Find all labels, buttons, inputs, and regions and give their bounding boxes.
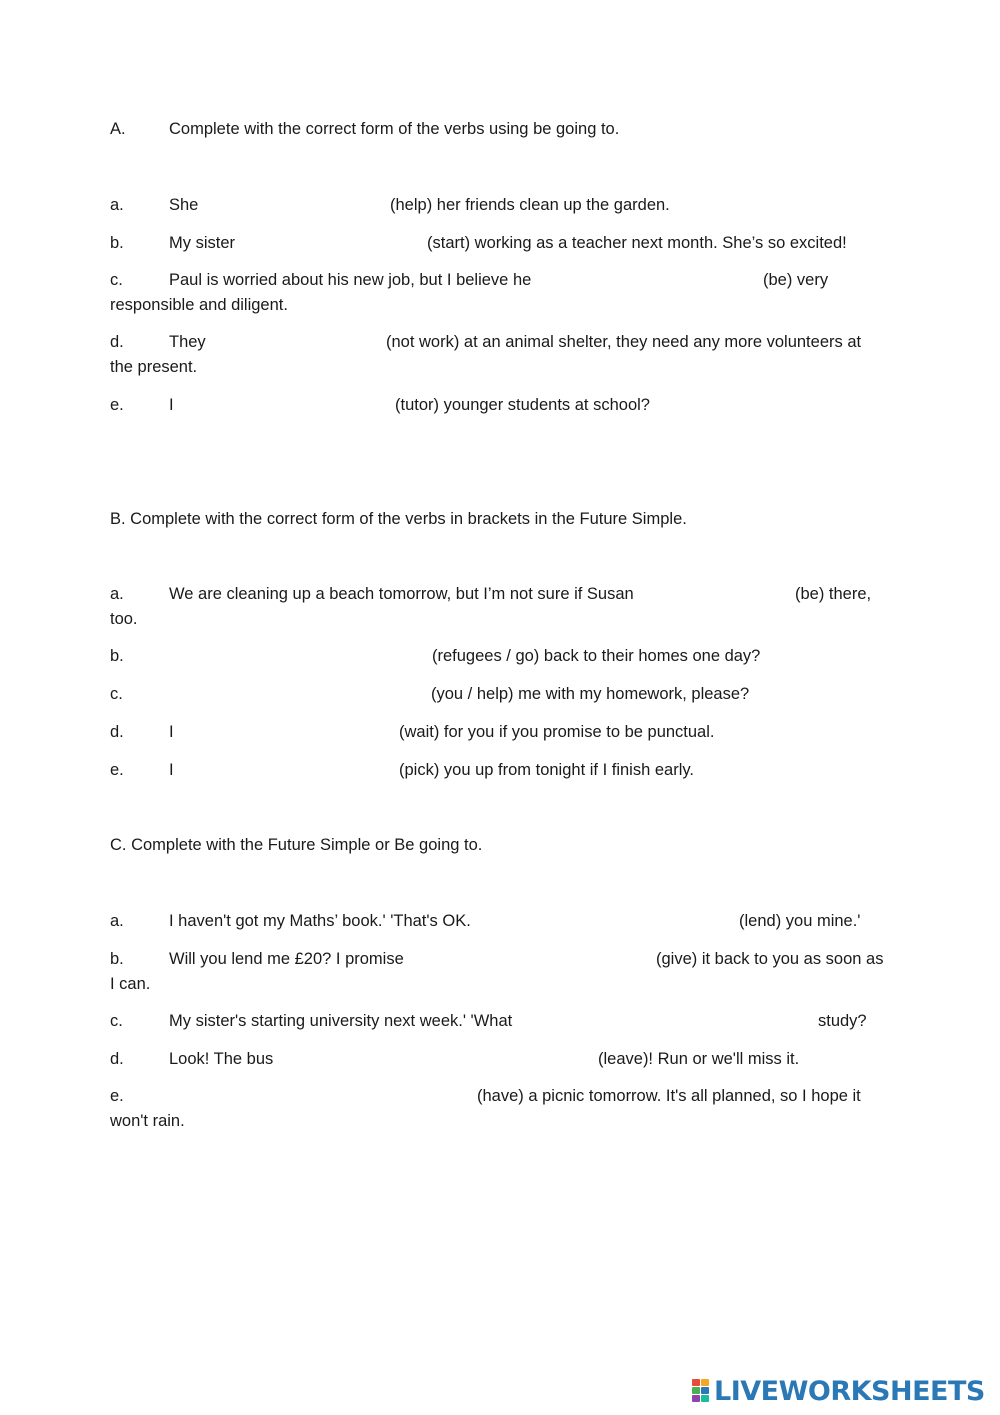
question-text: (help) her friends clean up the garden. [390, 196, 670, 214]
question-label: b. [110, 647, 124, 665]
answer-blank[interactable] [290, 1050, 590, 1070]
question-label: e. [110, 761, 124, 779]
question-label: c. [110, 685, 123, 703]
question-text-continued: responsible and diligent. [110, 296, 288, 314]
question-label: b. [110, 234, 124, 252]
answer-blank[interactable] [210, 196, 380, 216]
question-text: Will you lend me £20? I promise [169, 950, 404, 968]
answer-blank[interactable] [215, 333, 380, 353]
question-text: (wait) for you if you promise to be punctual. [399, 723, 715, 741]
question-text: I [169, 396, 174, 414]
question-text: (be) there, [795, 585, 872, 603]
answer-input[interactable] [185, 723, 390, 743]
answer-input[interactable] [185, 761, 390, 781]
section-a-letter: A. [110, 120, 126, 138]
question-label: c. [110, 1012, 123, 1030]
answer-blank[interactable] [169, 685, 424, 705]
answer-input[interactable] [185, 396, 385, 416]
section-a-title: Complete with the correct form of the verbs using be going to. [169, 120, 620, 138]
question-text: My sister [169, 234, 235, 252]
answer-input[interactable] [428, 950, 648, 970]
answer-blank[interactable] [185, 723, 390, 743]
answer-input[interactable] [675, 585, 790, 605]
question-text-continued: won't rain. [110, 1112, 185, 1130]
question-text: (have) a picnic tomorrow. It's all planned, so I hope it [477, 1087, 861, 1105]
question-label: d. [110, 723, 124, 741]
logo-text: LIVEWORKSHEETS [714, 1375, 985, 1407]
question-text: (refugees / go) back to their homes one day? [432, 647, 761, 665]
question-label: a. [110, 912, 124, 930]
answer-input[interactable] [250, 234, 420, 254]
answer-input[interactable] [565, 271, 755, 291]
question-label: d. [110, 333, 124, 351]
answer-input[interactable] [169, 1087, 469, 1107]
question-text: We are cleaning up a beach tomorrow, but I’m not sure if Susan [169, 585, 634, 603]
question-label: e. [110, 396, 124, 414]
question-text: They [169, 333, 206, 351]
question-text: My sister's starting university next week.' 'What [169, 1012, 513, 1030]
question-text-continued: too. [110, 610, 138, 628]
section-b-title: B. Complete with the correct form of the verbs in brackets in the Future Simple. [110, 510, 687, 528]
liveworksheets-logo-icon [692, 1379, 710, 1403]
answer-blank[interactable] [185, 761, 390, 781]
answer-blank[interactable] [500, 912, 730, 932]
answer-input[interactable] [215, 333, 380, 353]
question-text: (tutor) younger students at school? [395, 396, 650, 414]
question-text: (give) it back to you as soon as [656, 950, 884, 968]
question-text-continued: I can. [110, 975, 151, 993]
answer-input[interactable] [169, 647, 424, 667]
question-text: Look! The bus [169, 1050, 274, 1068]
answer-blank[interactable] [169, 647, 424, 667]
answer-input[interactable] [500, 912, 730, 932]
question-text: (leave)! Run or we'll miss it. [598, 1050, 800, 1068]
question-text: study? [818, 1012, 867, 1030]
answer-blank[interactable] [550, 1012, 810, 1032]
answer-input[interactable] [550, 1012, 810, 1032]
question-label: a. [110, 196, 124, 214]
question-label: d. [110, 1050, 124, 1068]
question-text: I [169, 761, 174, 779]
section-c-title: C. Complete with the Future Simple or Be going to. [110, 836, 483, 854]
answer-blank[interactable] [250, 234, 420, 254]
question-text: (not work) at an animal shelter, they need any more volunteers at [386, 333, 862, 351]
answer-blank[interactable] [565, 271, 755, 291]
question-label: b. [110, 950, 124, 968]
question-text: She [169, 196, 199, 214]
question-text: Paul is worried about his new job, but I believe he [169, 271, 532, 289]
answer-blank[interactable] [428, 950, 648, 970]
answer-blank[interactable] [675, 585, 790, 605]
answer-blank[interactable] [169, 1087, 469, 1107]
liveworksheets-logo[interactable] [692, 1376, 985, 1406]
answer-input[interactable] [210, 196, 380, 216]
question-text: (be) very [763, 271, 829, 289]
question-text: (start) working as a teacher next month. She’s so excited! [427, 234, 847, 252]
question-label: e. [110, 1087, 124, 1105]
question-text: (you / help) me with my homework, please? [431, 685, 750, 703]
answer-blank[interactable] [185, 396, 385, 416]
answer-input[interactable] [169, 685, 424, 705]
question-text-continued: the present. [110, 358, 198, 376]
question-text: (pick) you up from tonight if I finish early. [399, 761, 694, 779]
answer-input[interactable] [290, 1050, 590, 1070]
question-text: (lend) you mine.' [739, 912, 861, 930]
question-text: I haven't got my Maths’ book.' 'That's OK. [169, 912, 471, 930]
question-label: c. [110, 271, 123, 289]
question-text: I [169, 723, 174, 741]
question-label: a. [110, 585, 124, 603]
